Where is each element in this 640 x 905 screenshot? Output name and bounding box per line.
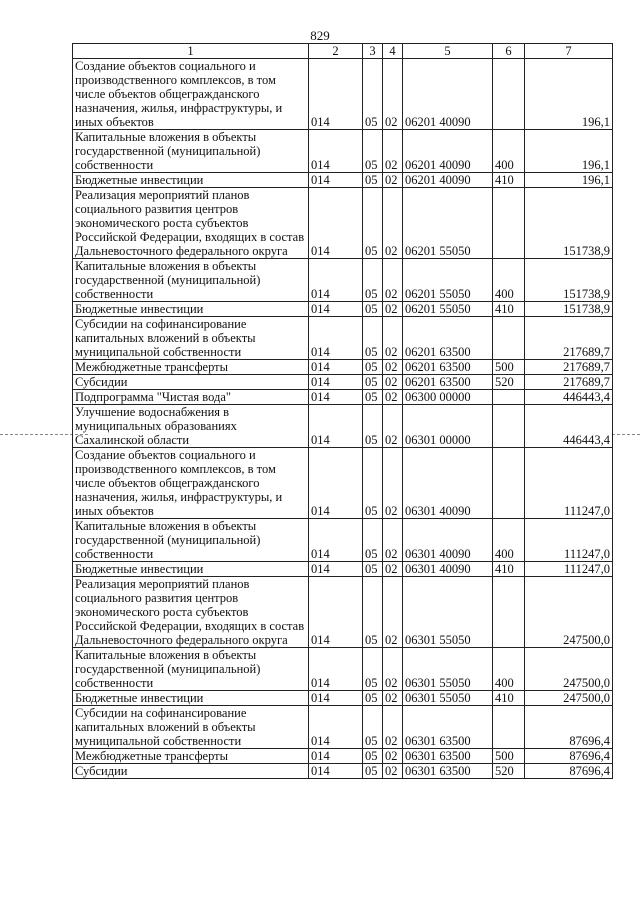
ministry-code-cell: 014 — [309, 259, 363, 302]
row-name-cell: Бюджетные инвестиции — [73, 173, 309, 188]
subsection-code-cell: 02 — [383, 360, 403, 375]
row-name-cell: Подпрограмма "Чистая вода" — [73, 390, 309, 405]
expense-type-cell — [493, 448, 525, 519]
column-header: 1 — [73, 44, 309, 59]
row-name-cell: Улучшение водоснабжения в муниципальных образованиях Сахалинской области — [73, 405, 309, 448]
subsection-code-cell: 02 — [383, 375, 403, 390]
section-code-cell: 05 — [363, 375, 383, 390]
row-name-cell: Создание объектов социального и производственного комплексов, в том числе объектов общегражданского назначения, жилья, инфраструктуры, и иных объектов — [73, 448, 309, 519]
subsection-code-cell: 02 — [383, 519, 403, 562]
row-name-cell: Межбюджетные трансферты — [73, 360, 309, 375]
amount-cell: 87696,4 — [525, 706, 613, 749]
expense-type-cell — [493, 706, 525, 749]
target-article-cell: 06201 40090 — [403, 59, 493, 130]
table-row — [73, 302, 613, 317]
expense-type-cell: 400 — [493, 259, 525, 302]
column-header: 2 — [309, 44, 363, 59]
subsection-code-cell: 02 — [383, 706, 403, 749]
subsection-code-cell: 02 — [383, 448, 403, 519]
budget-table — [72, 43, 613, 779]
section-code-cell: 05 — [363, 648, 383, 691]
ministry-code-cell: 014 — [309, 749, 363, 764]
column-header: 5 — [403, 44, 493, 59]
amount-cell: 151738,9 — [525, 302, 613, 317]
target-article-cell: 06300 00000 — [403, 390, 493, 405]
ministry-code-cell: 014 — [309, 130, 363, 173]
section-code-cell: 05 — [363, 188, 383, 259]
subsection-code-cell: 02 — [383, 259, 403, 302]
amount-cell: 196,1 — [525, 130, 613, 173]
amount-cell: 196,1 — [525, 173, 613, 188]
expense-type-cell — [493, 577, 525, 648]
section-code-cell: 05 — [363, 173, 383, 188]
section-code-cell: 05 — [363, 360, 383, 375]
section-code-cell: 05 — [363, 749, 383, 764]
target-article-cell: 06201 55050 — [403, 259, 493, 302]
ministry-code-cell: 014 — [309, 764, 363, 779]
section-code-cell: 05 — [363, 577, 383, 648]
target-article-cell: 06201 55050 — [403, 302, 493, 317]
row-name-cell: Капитальные вложения в объекты государственной (муниципальной) собственности — [73, 130, 309, 173]
amount-cell: 111247,0 — [525, 562, 613, 577]
expense-type-cell: 520 — [493, 375, 525, 390]
ministry-code-cell: 014 — [309, 706, 363, 749]
ministry-code-cell: 014 — [309, 390, 363, 405]
amount-cell: 247500,0 — [525, 691, 613, 706]
amount-cell: 196,1 — [525, 59, 613, 130]
row-name-cell: Субсидии — [73, 375, 309, 390]
section-code-cell: 05 — [363, 764, 383, 779]
target-article-cell: 06301 63500 — [403, 764, 493, 779]
target-article-cell: 06301 40090 — [403, 519, 493, 562]
expense-type-cell: 400 — [493, 648, 525, 691]
target-article-cell: 06301 55050 — [403, 648, 493, 691]
subsection-code-cell: 02 — [383, 390, 403, 405]
amount-cell: 111247,0 — [525, 519, 613, 562]
subsection-code-cell: 02 — [383, 302, 403, 317]
amount-cell: 87696,4 — [525, 764, 613, 779]
target-article-cell: 06201 40090 — [403, 130, 493, 173]
row-name-cell: Капитальные вложения в объекты государственной (муниципальной) собственности — [73, 259, 309, 302]
ministry-code-cell: 014 — [309, 59, 363, 130]
target-article-cell: 06201 63500 — [403, 360, 493, 375]
subsection-code-cell: 02 — [383, 188, 403, 259]
table-row — [73, 577, 613, 648]
expense-type-cell: 400 — [493, 130, 525, 173]
subsection-code-cell: 02 — [383, 317, 403, 360]
row-name-cell: Субсидии — [73, 764, 309, 779]
amount-cell: 87696,4 — [525, 749, 613, 764]
target-article-cell: 06301 63500 — [403, 706, 493, 749]
section-code-cell: 05 — [363, 259, 383, 302]
column-header: 6 — [493, 44, 525, 59]
table-row — [73, 562, 613, 577]
section-code-cell: 05 — [363, 405, 383, 448]
target-article-cell: 06201 55050 — [403, 188, 493, 259]
row-name-cell: Межбюджетные трансферты — [73, 749, 309, 764]
row-name-cell: Бюджетные инвестиции — [73, 562, 309, 577]
amount-cell: 217689,7 — [525, 375, 613, 390]
expense-type-cell — [493, 317, 525, 360]
amount-cell: 151738,9 — [525, 188, 613, 259]
expense-type-cell — [493, 390, 525, 405]
ministry-code-cell: 014 — [309, 375, 363, 390]
table-row — [73, 448, 613, 519]
amount-cell: 247500,0 — [525, 648, 613, 691]
subsection-code-cell: 02 — [383, 764, 403, 779]
table-row — [73, 691, 613, 706]
row-name-cell: Капитальные вложения в объекты государственной (муниципальной) собственности — [73, 648, 309, 691]
subsection-code-cell: 02 — [383, 405, 403, 448]
table-row — [73, 188, 613, 259]
ministry-code-cell: 014 — [309, 405, 363, 448]
subsection-code-cell: 02 — [383, 648, 403, 691]
row-name-cell: Создание объектов социального и производственного комплексов, в том числе объектов общегражданского назначения, жилья, инфраструктуры, и иных объектов — [73, 59, 309, 130]
column-header: 7 — [525, 44, 613, 59]
table-row — [73, 317, 613, 360]
ministry-code-cell: 014 — [309, 302, 363, 317]
section-code-cell: 05 — [363, 706, 383, 749]
ministry-code-cell: 014 — [309, 648, 363, 691]
ministry-code-cell: 014 — [309, 360, 363, 375]
target-article-cell: 06301 63500 — [403, 749, 493, 764]
target-article-cell: 06201 40090 — [403, 173, 493, 188]
ministry-code-cell: 014 — [309, 562, 363, 577]
column-header: 3 — [363, 44, 383, 59]
amount-cell: 151738,9 — [525, 259, 613, 302]
section-code-cell: 05 — [363, 390, 383, 405]
ministry-code-cell: 014 — [309, 691, 363, 706]
row-name-cell: Реализация мероприятий планов социального развития центров экономического роста субъектов Российской Федерации, входящих в состав Дальневосточного федерального округа — [73, 577, 309, 648]
table-row — [73, 59, 613, 130]
section-code-cell: 05 — [363, 448, 383, 519]
section-code-cell: 05 — [363, 317, 383, 360]
subsection-code-cell: 02 — [383, 577, 403, 648]
expense-type-cell: 410 — [493, 691, 525, 706]
expense-type-cell: 410 — [493, 173, 525, 188]
amount-cell: 217689,7 — [525, 317, 613, 360]
section-code-cell: 05 — [363, 519, 383, 562]
expense-type-cell: 500 — [493, 360, 525, 375]
ministry-code-cell: 014 — [309, 317, 363, 360]
section-code-cell: 05 — [363, 691, 383, 706]
amount-cell: 217689,7 — [525, 360, 613, 375]
table-row — [73, 519, 613, 562]
table-row — [73, 764, 613, 779]
section-code-cell: 05 — [363, 59, 383, 130]
expense-type-cell: 410 — [493, 562, 525, 577]
table-row — [73, 360, 613, 375]
expense-type-cell: 410 — [493, 302, 525, 317]
expense-type-cell: 400 — [493, 519, 525, 562]
scan-artifact-line — [612, 434, 640, 435]
row-name-cell: Субсидии на софинансирование капитальных вложений в объекты муниципальной собственности — [73, 317, 309, 360]
subsection-code-cell: 02 — [383, 562, 403, 577]
subsection-code-cell: 02 — [383, 130, 403, 173]
amount-cell: 446443,4 — [525, 390, 613, 405]
target-article-cell: 06201 63500 — [403, 375, 493, 390]
ministry-code-cell: 014 — [309, 188, 363, 259]
row-name-cell: Бюджетные инвестиции — [73, 691, 309, 706]
subsection-code-cell: 02 — [383, 59, 403, 130]
header-row — [73, 44, 613, 59]
target-article-cell: 06301 55050 — [403, 691, 493, 706]
column-header: 4 — [383, 44, 403, 59]
amount-cell: 247500,0 — [525, 577, 613, 648]
table-row — [73, 130, 613, 173]
target-article-cell: 06301 55050 — [403, 577, 493, 648]
table-row — [73, 375, 613, 390]
target-article-cell: 06201 63500 — [403, 317, 493, 360]
section-code-cell: 05 — [363, 130, 383, 173]
amount-cell: 111247,0 — [525, 448, 613, 519]
table-row — [73, 749, 613, 764]
expense-type-cell: 500 — [493, 749, 525, 764]
subsection-code-cell: 02 — [383, 749, 403, 764]
page-number: 829 — [310, 28, 330, 43]
expense-type-cell — [493, 188, 525, 259]
expense-type-cell: 520 — [493, 764, 525, 779]
row-name-cell: Капитальные вложения в объекты государственной (муниципальной) собственности — [73, 519, 309, 562]
table-row — [73, 390, 613, 405]
ministry-code-cell: 014 — [309, 519, 363, 562]
ministry-code-cell: 014 — [309, 448, 363, 519]
ministry-code-cell: 014 — [309, 577, 363, 648]
row-name-cell: Субсидии на софинансирование капитальных вложений в объекты муниципальной собственности — [73, 706, 309, 749]
row-name-cell: Бюджетные инвестиции — [73, 302, 309, 317]
subsection-code-cell: 02 — [383, 691, 403, 706]
table-row — [73, 259, 613, 302]
expense-type-cell — [493, 405, 525, 448]
section-code-cell: 05 — [363, 302, 383, 317]
ministry-code-cell: 014 — [309, 173, 363, 188]
expense-type-cell — [493, 59, 525, 130]
target-article-cell: 06301 40090 — [403, 562, 493, 577]
table-row — [73, 173, 613, 188]
amount-cell: 446443,4 — [525, 405, 613, 448]
section-code-cell: 05 — [363, 562, 383, 577]
table-row — [73, 648, 613, 691]
subsection-code-cell: 02 — [383, 173, 403, 188]
table-row — [73, 405, 613, 448]
target-article-cell: 06301 40090 — [403, 448, 493, 519]
row-name-cell: Реализация мероприятий планов социального развития центров экономического роста субъектов Российской Федерации, входящих в состав Дальневосточного федерального округа — [73, 188, 309, 259]
table-row — [73, 706, 613, 749]
target-article-cell: 06301 00000 — [403, 405, 493, 448]
